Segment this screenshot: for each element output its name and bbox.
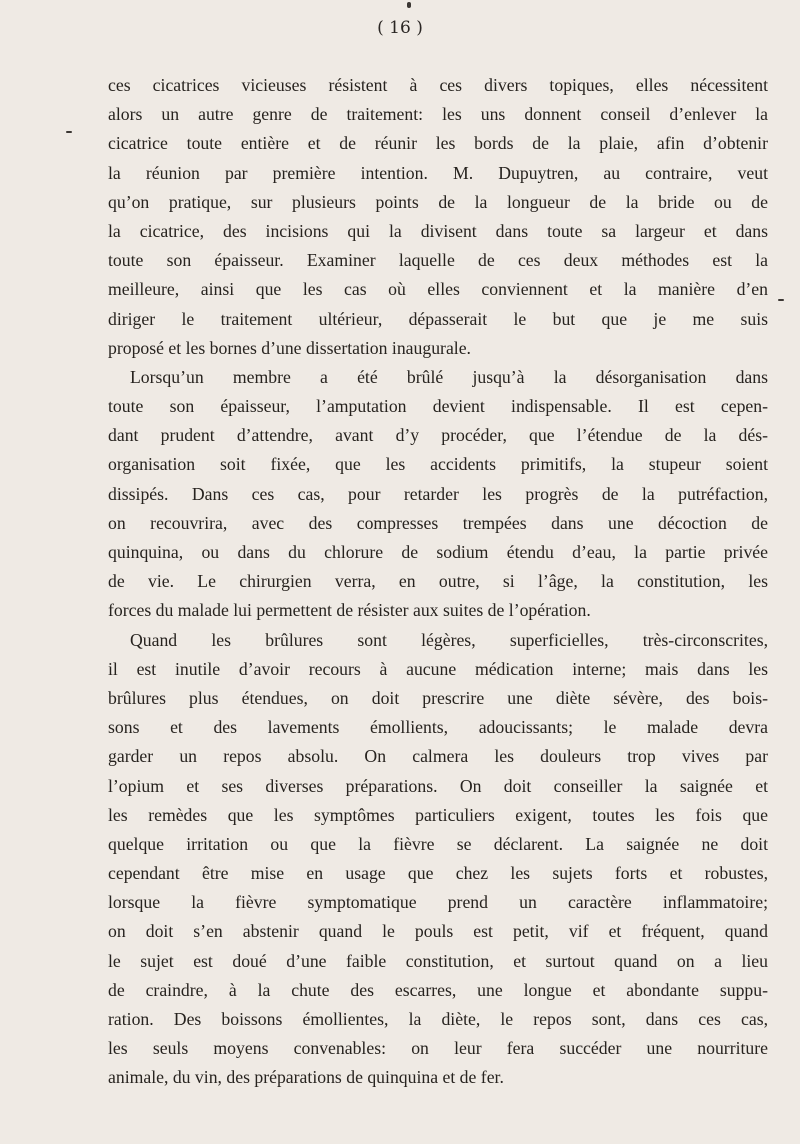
text-line: la cicatrice, des incisions qui la divisent dans toute sa largeur et dans	[108, 220, 768, 241]
paragraph-start-line: Lorsqu’un membre a été brûlé jusqu’à la désorganisation dans	[130, 366, 768, 387]
text-line: on recouvrira, avec des compresses trempées dans une décoction de	[108, 512, 768, 533]
text-line: l’opium et ses diverses préparations. On doit conseiller la saignée et	[108, 775, 768, 796]
text-line: dissipés. Dans ces cas, pour retarder les progrès de la putréfaction,	[108, 483, 768, 504]
text-line: de vie. Le chirurgien verra, en outre, si l’âge, la constitution, les	[108, 571, 768, 592]
text-line: ration. Des boissons émollientes, la diète, le repos sont, dans ces cas,	[108, 1009, 768, 1029]
ink-mark-left	[66, 131, 72, 133]
text-line: meilleure, ainsi que les cas où elles conviennent et la manière d’en	[108, 279, 768, 300]
ink-mark-right	[778, 299, 784, 301]
text-line: organisation soit fixée, que les accidents primitifs, la stupeur soient	[108, 454, 768, 475]
text-line: toute son épaisseur. Examiner laquelle de ces deux méthodes est la	[108, 250, 768, 271]
text-line: quinquina, ou dans du chlorure de sodium étendu d’eau, la partie privée	[108, 542, 768, 562]
paragraph-start-line: Quand les brûlures sont légères, superficielles, très-circonscrites,	[130, 629, 768, 650]
text-line: cicatrice toute entière et de réunir les bords de la plaie, afin d’obtenir	[108, 133, 768, 154]
text-line: brûlures plus étendues, on doit prescrire une diète sévère, des bois-	[108, 687, 768, 708]
text-line: il est inutile d’avoir recours à aucune médication interne; mais dans les	[108, 658, 768, 679]
text-line: on doit s’en abstenir quand le pouls est petit, vif et fréquent, quand	[108, 921, 768, 942]
text-line: ces cicatrices vicieuses résistent à ces divers topiques, elles nécessitent	[108, 75, 768, 95]
ink-mark-top	[407, 2, 411, 8]
text-line: diriger le traitement ultérieur, dépasserait le but que je me suis	[108, 308, 768, 329]
text-line: le sujet est doué d’une faible constitution, et surtout quand on a lieu	[108, 950, 768, 971]
text-line: la réunion par première intention. M. Dupuytren, au contraire, veut	[108, 162, 768, 183]
text-line: animale, du vin, des préparations de quinquina et de fer.	[108, 1067, 504, 1088]
text-line: garder un repos absolu. On calmera les douleurs trop vives par	[108, 746, 768, 767]
text-line: cependant être mise en usage que chez les sujets forts et robustes,	[108, 863, 768, 884]
text-line: dant prudent d’attendre, avant d’y procéder, que l’étendue de la dés-	[108, 425, 768, 446]
text-line: proposé et les bornes d’une dissertation inaugurale.	[108, 337, 471, 358]
text-line: forces du malade lui permettent de résister aux suites de l’opération.	[108, 600, 591, 621]
text-line: les seuls moyens convenables: on leur fera succéder une nourriture	[108, 1038, 768, 1059]
text-line: lorsque la fièvre symptomatique prend un caractère inflammatoire;	[108, 892, 768, 913]
text-line: sons et des lavements émollients, adoucissants; le malade devra	[108, 717, 768, 738]
text-line: les remèdes que les symptômes particuliers exigent, toutes les fois que	[108, 804, 768, 825]
body-text	[108, 71, 768, 1093]
text-line: de craindre, à la chute des escarres, une longue et abondante suppu-	[108, 979, 768, 1000]
text-line: qu’on pratique, sur plusieurs points de la longueur de la bride ou de	[108, 191, 768, 212]
page-number: ( 16 )	[377, 18, 423, 38]
text-line: alors un autre genre de traitement: les uns donnent conseil d’enlever la	[108, 104, 768, 125]
text-line: quelque irritation ou que la fièvre se déclarent. La saignée ne doit	[108, 833, 768, 854]
text-line: toute son épaisseur, l’amputation devient indispensable. Il est cepen-	[108, 396, 768, 417]
